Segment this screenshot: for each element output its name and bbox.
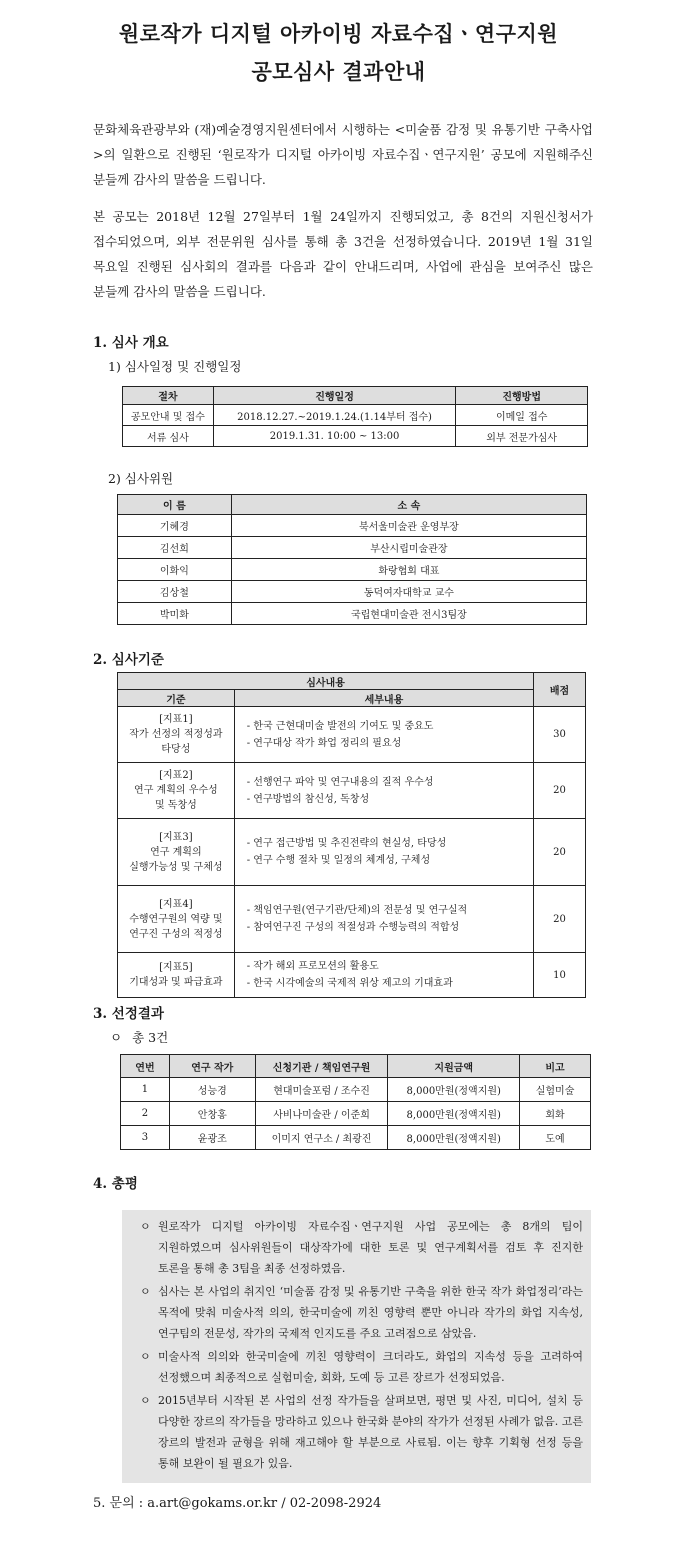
criteria-detail [234,763,533,819]
table-row [118,953,586,998]
review-item [122,1216,591,1279]
judges-subheading: 2) 심사위원 [108,471,174,486]
criteria-title: 연구 계획의 우수성 및 독창성 [134,785,218,811]
criteria-detail [234,707,533,763]
table-cell: 서류 심사 [123,426,214,447]
judge-name: 기혜경 [118,515,232,537]
table-cell: 8,000만원(정액지원) [388,1078,520,1102]
criteria-name [118,707,235,763]
results-header: 연구 작가 [169,1055,255,1078]
review-item [122,1346,591,1388]
table-row [118,559,587,581]
criteria-detail-line: - 연구방법의 참신성, 독창성 [246,793,370,805]
total-count [110,1028,168,1046]
judge-name: 김상철 [118,581,232,603]
section-1-heading: 1. 심사 개요 [93,335,169,351]
contact-line: 5. 문의 : a.art@gokams.or.kr / 02-2098-2924 [93,1496,382,1511]
schedule-header: 진행방법 [456,387,588,405]
criteria-tag: [지표4] [159,898,193,910]
judge-affiliation: 부산시립미술관장 [231,537,586,559]
table-row [123,426,588,447]
judge-name: 김선희 [118,537,232,559]
results-header: 비고 [520,1055,591,1078]
criteria-name [118,819,235,886]
judge-affiliation: 동덕여자대학교 교수 [231,581,586,603]
table-row [118,537,587,559]
bullet-icon: ㅇ [140,1285,151,1298]
table-row [118,819,586,886]
review-text: 2015년부터 시작된 본 사업의 선정 작가들을 살펴보면, 평면 및 사진, 미디어, 설치 등 다양한 장르의 작가들을 망라하고 있으나 한국화 분야의 작가가 선정된 사례가 없음. 고른 장르의 발전과 균형을 위해 재고해야 할 부분으로 사료됨. 이는 향후 기획형 선정 등을 통해 보완이 될 필요가 있음. [158,1394,583,1470]
table-cell: 8,000만원(정액지원) [388,1102,520,1126]
table-cell: 2018.12.27.~2019.1.24.(1.14부터 접수) [213,405,456,426]
page-subtitle: 공모심사 결과안내 [251,60,426,84]
criteria-score: 30 [534,707,586,763]
schedule-subheading: 1) 심사일정 및 진행일정 [108,359,242,374]
criteria-detail-line: - 연구 수행 절차 및 일정의 체계성, 구체성 [246,855,431,866]
criteria-title: 수행연구원의 역량 및 연구진 구성의 적정성 [129,913,223,940]
criteria-detail-line: - 참여연구진 구성의 적절성과 수행능력의 적합성 [246,922,460,933]
table-row [123,405,588,426]
table-row [118,886,586,953]
table-cell: 1 [121,1078,170,1102]
criteria-score: 20 [534,819,586,886]
review-box [122,1210,591,1483]
review-text: 원로작가 디지털 아카이빙 자료수집ㆍ연구지원 사업 공모에는 총 8개의 팀이 지원하였으며 심사위원들이 대상작가에 대한 토론 및 연구계획서를 검토 후 진지한 토론을 통해 총 3팀을 최종 선정하였음. [158,1220,583,1275]
table-cell: 2019.1.31. 10:00 ~ 13:00 [213,426,456,447]
criteria-detail [234,886,533,953]
schedule-header: 절차 [123,387,214,405]
bullet-icon: ㅇ [110,1030,123,1045]
table-cell: 이메일 접수 [456,405,588,426]
criteria-tag: [지표3] [159,831,193,843]
table-row [118,515,587,537]
section-2-heading: 2. 심사기준 [93,652,164,668]
total-count-text: 총 3건 [132,1030,169,1045]
table-cell: 회화 [520,1102,591,1126]
criteria-header-detail: 세부내용 [234,690,533,707]
criteria-tag: [지표1] [159,714,193,725]
criteria-name [118,886,235,953]
criteria-score: 10 [534,953,586,998]
intro-paragraph-1: 문화체육관광부와 (재)예술경영지원센터에서 시행하는 <미술품 감정 및 유통기반 구축사업>의 일환으로 진행된 ‘원로작가 디지털 아카이빙 자료수집ㆍ연구지원’ 공모에 지원해주신 분들께 감사의 말씀을 드립니다. [93,122,593,187]
table-cell: 윤광조 [169,1126,255,1150]
table-cell: 도예 [520,1126,591,1150]
criteria-detail [234,953,533,998]
review-text: 미술사적 의의와 한국미술에 끼친 영향력이 크더라도, 화업의 지속성 등을 고려하여 선정했으며 최종적으로 실험미술, 회화, 도예 등 고른 장르가 선정되었음. [158,1350,583,1384]
criteria-tag: [지표2] [159,770,193,781]
table-cell: 현대미술포럼 / 조수진 [255,1078,388,1102]
criteria-score: 20 [534,886,586,953]
bullet-icon: ㅇ [140,1220,151,1233]
bullet-icon: ㅇ [140,1350,151,1363]
table-row [118,707,586,763]
table-row [118,581,587,603]
criteria-name [118,763,235,819]
results-header: 신청기관 / 책임연구원 [255,1055,388,1078]
criteria-detail-line: - 작가 해외 프로모션의 활용도 [246,961,379,972]
table-row [118,763,586,819]
judge-affiliation: 화랑협회 대표 [231,559,586,581]
table-row [121,1102,591,1126]
criteria-header-content: 심사내용 [118,673,534,690]
table-row [121,1078,591,1102]
page-title: 원로작가 디지털 아카이빙 자료수집ㆍ연구지원 [118,22,559,46]
table-cell: 실험미술 [520,1078,591,1102]
judge-affiliation: 북서울미술관 운영부장 [231,515,586,537]
criteria-detail-line: - 한국 시각예술의 국제적 위상 제고의 기대효과 [246,978,453,989]
results-header: 연번 [121,1055,170,1078]
judges-header: 이 름 [118,495,232,515]
judges-header: 소 속 [231,495,586,515]
table-cell: 이미지 연구소 / 최광진 [255,1126,388,1150]
table-cell: 외부 전문가심사 [456,426,588,447]
criteria-score: 20 [534,763,586,819]
criteria-detail [234,819,533,886]
review-item [122,1390,591,1474]
criteria-detail-line: - 연구대상 작가 화업 정리의 필요성 [246,737,402,749]
schedule-table [122,386,588,447]
criteria-detail-line: - 한국 근현대미술 발전의 기여도 및 중요도 [246,720,434,732]
section-3-heading: 3. 선정결과 [93,1006,164,1022]
schedule-header: 진행일정 [213,387,456,405]
review-item [122,1281,591,1344]
criteria-detail-line: - 책임연구원(연구기관/단체)의 전문성 및 연구실적 [246,905,468,916]
criteria-title: 기대성과 및 파급효과 [129,977,223,988]
results-table [120,1054,591,1150]
criteria-tag: [지표5] [159,962,193,973]
results-header: 지원금액 [388,1055,520,1078]
bullet-icon: ㅇ [140,1394,151,1407]
table-row [118,603,587,625]
criteria-title: 작가 선정의 적정성과 타당성 [129,729,223,755]
table-cell: 공모안내 및 접수 [123,405,214,426]
table-cell: 2 [121,1102,170,1126]
judge-name: 이화익 [118,559,232,581]
table-row [121,1126,591,1150]
judge-name: 박미화 [118,603,232,625]
criteria-table [117,672,586,998]
table-cell: 3 [121,1126,170,1150]
table-cell: 안창홍 [169,1102,255,1126]
table-cell: 성능경 [169,1078,255,1102]
section-4-heading: 4. 총평 [93,1176,138,1192]
review-text: 심사는 본 사업의 취지인 ‘미술품 감정 및 유통기반 구축을 위한 한국 작가 화업정리’라는 목적에 맞춰 미술사적 의의, 한국미술에 끼친 영향력 뿐만 아니라 작가의 화업 지속성, 연구팀의 전문성, 작가의 국제적 인지도를 주요 고려점으로 삼았음. [158,1285,583,1340]
criteria-detail-line: - 연구 접근방법 및 추진전략의 현실성, 타당성 [246,838,447,849]
judge-affiliation: 국립현대미술관 전시3팀장 [231,603,586,625]
criteria-name [118,953,235,998]
criteria-title: 연구 계획의 실행가능성 및 구체성 [129,846,223,873]
judges-table [117,494,587,625]
criteria-header-score: 배점 [534,673,586,707]
table-cell: 8,000만원(정액지원) [388,1126,520,1150]
intro-paragraph-2: 본 공모는 2018년 12월 27일부터 1월 24일까지 진행되었고, 총 8건의 지원신청서가 접수되었으며, 외부 전문위원 심사를 통해 총 3건을 선정하였습니다. 2019년 1월 31일 목요일 진행된 심사회의 결과를 다음과 같이 안내드리며, 사업에 관심을 보여주신 많은 분들께 감사의 말씀을 드립니다. [93,209,593,299]
table-cell: 사비나미술관 / 이준희 [255,1102,388,1126]
criteria-header-name: 기준 [118,690,235,707]
criteria-detail-line: - 선행연구 파악 및 연구내용의 질적 우수성 [246,776,434,788]
